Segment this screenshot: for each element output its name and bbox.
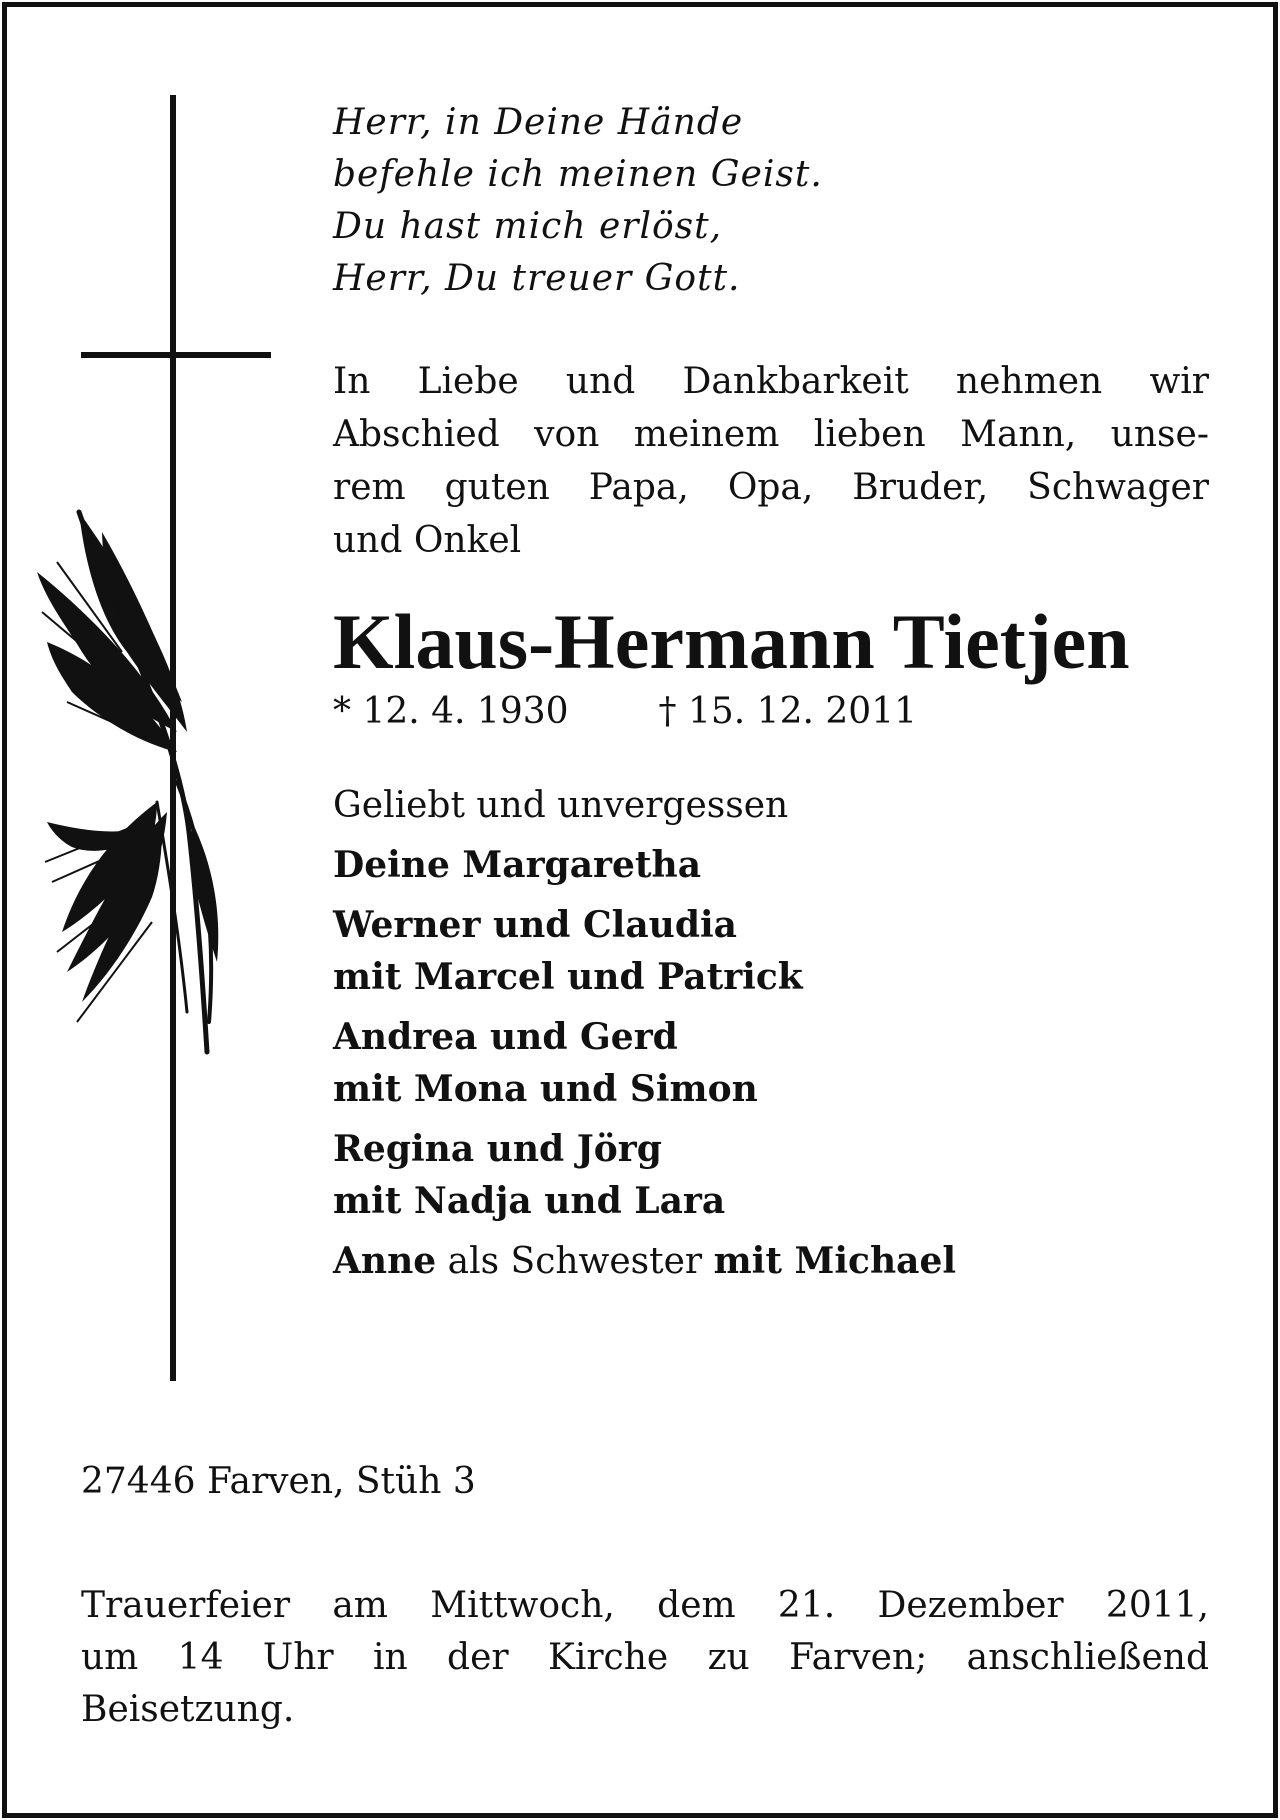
family-list [333,839,1209,1288]
funeral-info [81,1580,1209,1736]
sister-relation: als Schwester [436,1241,714,1282]
intro-line: und Onkel [333,520,522,561]
cross-bar [81,352,271,358]
family-group [333,1123,1209,1227]
sister-partner: mit Michael [713,1240,957,1282]
intro-line: rem guten Papa, Opa, Bruder, Schwager [333,467,1209,508]
verse-line: befehle ich meinen Geist. [333,154,823,195]
family-group [333,1011,1209,1115]
verse-line: Du hast mich erlöst, [333,206,723,247]
family-line: mit Marcel und Patrick [333,956,803,998]
funeral-line: Trauerfeier am Mittwoch, dem 21. Dezember 2011, [81,1585,1209,1626]
family-line: Werner und Claudia [333,904,737,946]
family-line: Deine Margaretha [333,844,702,886]
family-line: mit Mona und Simon [333,1068,758,1110]
family-group-sister [333,1235,1209,1288]
sister-name: Anne [333,1240,437,1282]
intro-line: Abschied von meinem lieben Mann, unse- [333,414,1209,455]
life-dates [333,687,1209,737]
family-line: Andrea und Gerd [333,1016,678,1058]
address: 27446 Farven, Stüh 3 [81,1461,476,1502]
verse-line: Herr, Du treuer Gott. [333,258,741,299]
death-date: † 15. 12. 2011 [658,691,917,732]
verse-line: Herr, in Deine Hände [333,102,744,143]
funeral-line: Beisetzung. [81,1689,295,1730]
family-line [333,1235,1209,1288]
bible-verse [333,97,1209,305]
main-content [333,97,1209,1296]
intro-line: In Liebe und Dankbarkeit nehmen wir [333,361,1209,402]
grass-ornament-icon [27,502,227,1062]
family-group [333,899,1209,1003]
intro-text [333,355,1209,567]
family-line: Regina und Jörg [333,1128,662,1170]
family-line: mit Nadja und Lara [333,1180,726,1222]
birth-date: * 12. 4. 1930 [333,691,569,732]
funeral-line: um 14 Uhr in der Kirche zu Farven; anschließend [81,1637,1209,1678]
family-group [333,839,1209,891]
deceased-name: Klaus-Hermann Tietjen [333,598,1130,685]
obituary-frame [2,2,1278,1818]
beloved-phrase: Geliebt und unvergessen [333,785,789,826]
